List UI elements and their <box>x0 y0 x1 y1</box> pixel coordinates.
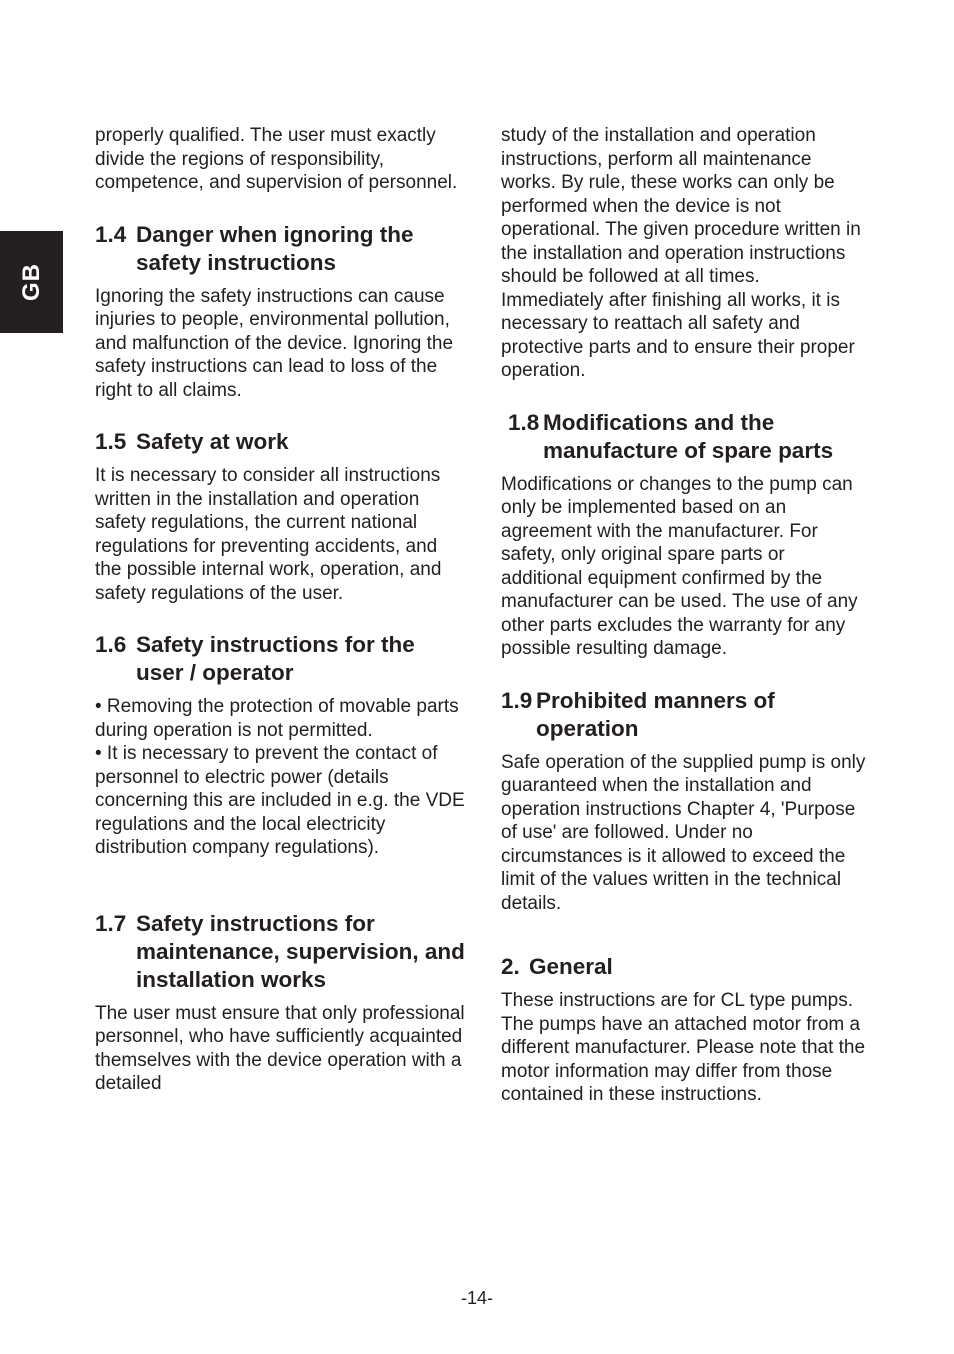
section-2 <box>501 953 866 1107</box>
section-1-9-number: 1.9 <box>501 687 533 713</box>
section-2-title: General <box>529 954 613 979</box>
section-1-6-title: Safety instructions for the user / operator <box>136 632 415 685</box>
section-1-5-number: 1.5 <box>95 429 127 454</box>
section-1-4-title: Danger when ignoring the safety instructions <box>136 221 414 275</box>
section-2-heading <box>501 953 866 981</box>
section-1-7-title: Safety instructions for maintenance, supervision, and installation works <box>136 910 465 992</box>
left-intro-paragraph: properly qualified. The user must exactly divide the regions of responsibility, competence, and supervision of personnel. <box>95 125 458 193</box>
right-column <box>501 124 866 1107</box>
section-1-9-body: Safe operation of the supplied pump is only guaranteed when the installation and operation instructions Chapter 4, 'Purpose of use' are followed. Under no circumstances is it allowed to exceed the limit of the values written in the technical details. <box>501 751 866 914</box>
section-1-7-number: 1.7 <box>95 910 127 936</box>
section-1-4-number: 1.4 <box>95 221 127 247</box>
section-1-4-heading <box>95 221 467 277</box>
section-1-8-number: 1.8 <box>508 409 540 435</box>
section-1-7-heading <box>95 910 467 994</box>
section-1-6-bullet-1: • Removing the protection of movable parts during operation is not permitted. <box>95 696 459 741</box>
right-intro-paragraph: study of the installation and operation instructions, perform all maintenance works. By rule, these works can only be performed when the device is not operational. The given procedure written in the installation and operation instructions should be followed at all times. Immediately after finishing all works, it is necessary to reattach all safety and protective parts and to ensure their proper operation. <box>501 125 861 381</box>
section-1-5-heading <box>95 428 467 456</box>
section-1-5-title: Safety at work <box>136 429 289 454</box>
section-1-5-body: It is necessary to consider all instructions written in the installation and operation safety regulations, the current national regulations for preventing accidents, and the possible internal work, operation, and safety regulations of the user. <box>95 465 442 604</box>
section-1-6-number: 1.6 <box>95 632 127 657</box>
section-1-9-title: Prohibited manners of operation <box>536 687 775 741</box>
section-1-7-body: The user must ensure that only professional personnel, who have sufficiently acquainted themselves with the device operation with a detailed <box>95 1002 465 1094</box>
section-1-6-heading <box>95 631 467 687</box>
section-1-8-body: Modifications or changes to the pump can only be implemented based on an agreement with the manufacturer. For safety, only original spare parts or additional equipment confirmed by the manufacturer can be used. The use of any other parts excludes the warranty for any possible resulting damage. <box>501 473 858 659</box>
section-2-number: 2. <box>501 954 520 979</box>
language-tab <box>0 231 63 333</box>
section-1-8-title: Modifications and the manufacture of spare parts <box>543 409 834 463</box>
section-1-6-bullet-2: • It is necessary to prevent the contact of personnel to electric power (details concerning this are included in e.g. the VDE regulations and the local electricity distribution company regulations). <box>95 743 465 858</box>
section-1-9 <box>501 687 866 916</box>
section-2-body: These instructions are for CL type pumps. The pumps have an attached motor from a different manufacturer. Please note that the motor information may differ from those contained in these instructions. <box>501 990 866 1105</box>
section-1-5 <box>95 428 467 605</box>
section-1-4 <box>95 221 467 403</box>
section-1-6 <box>95 631 467 860</box>
page-number: -14- <box>460 1288 493 1308</box>
section-1-8-heading <box>501 409 866 465</box>
section-1-4-body: Ignoring the safety instructions can cause injuries to people, environmental pollution, and malfunction of the device. Ignoring the safety instructions can lead to loss of the right to all claims. <box>95 285 454 401</box>
left-column <box>95 124 467 1096</box>
section-1-7 <box>95 910 467 1096</box>
section-1-8 <box>501 409 866 661</box>
section-1-9-heading <box>501 687 866 743</box>
language-tab-label: GB <box>17 263 45 301</box>
